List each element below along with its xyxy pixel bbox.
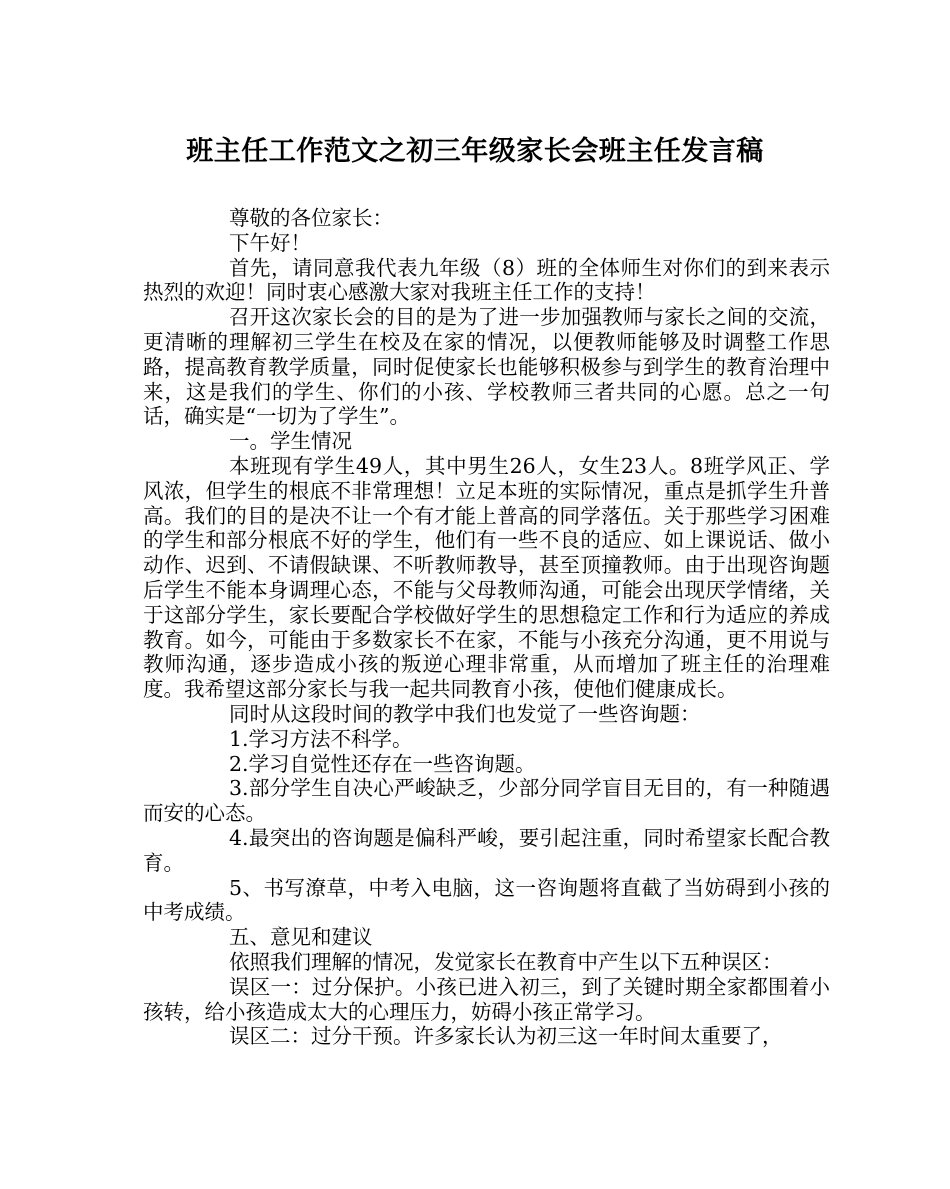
- paragraph-misconception-1: 误区一：过分保护。小孩已进入初三，到了关键时期全家都围着小孩转，给小孩造成太大的心理压力，妨碍小孩正常学习。: [143, 974, 830, 1024]
- section-heading-suggestions: 五、意见和建议: [229, 925, 373, 950]
- list-item-problem-4: 4.最突出的咨询题是偏科严峻，要引起注重，同时希望家长配合教育。: [143, 825, 830, 875]
- document-body: [143, 206, 830, 1049]
- list-item-problem-1: 1.学习方法不科学。: [229, 726, 413, 751]
- list-item-problem-5: 5、书写潦草，中考入电脑，这一咨询题将直截了当妨碍到小孩的中考成绩。: [143, 875, 830, 925]
- paragraph-class-overview: 本班现有学生49人，其中男生26人，女生23人。8班学风正、学风浓，但学生的根底不非常理想！立足本班的实际情况，重点是抓学生升普高。我们的目的是决不让一个有才能上普高的同学落伍。关于那些学习困难的学生和部分根底不好的学生，他们有一些不良的适应、如上课说话、做小动作、迟到、不请假缺课、不听教师教导，甚至顶撞教师。由于出现咨询题后学生不能本身调理心态，不能与父母教师沟通，可能会出现厌学情绪，关于这部分学生，家长要配合学校做好学生的思想稳定工作和行为适应的养成教育。如今，可能由于多数家长不在家，不能与小孩充分沟通，更不用说与教师沟通，逐步造成小孩的叛逆心理非常重，从而增加了班主任的治理难度。我希望这部分家长与我一起共同教育小孩，使他们健康成长。: [143, 453, 830, 702]
- paragraph-misconception-2: 误区二：过分干预。许多家长认为初三这一年时间太重要了，: [229, 1024, 783, 1049]
- paragraph-purpose: 召开这次家长会的目的是为了进一步加强教师与家长之间的交流，更清晰的理解初三学生在校及在家的情况，以便教师能够及时调整工作思路，提高教育教学质量，同时促使家长也能够积极参与到学生的教育治理中来，这是我们的学生、你们的小孩、学校教师三者共同的心愿。总之一句话，确实是“一切为了学生”。: [143, 305, 830, 429]
- paragraph-misconceptions-intro: 依照我们理解的情况，发觉家长在教育中产生以下五种误区：: [229, 949, 783, 974]
- list-item-problem-2: 2.学习自觉性还存在一些咨询题。: [229, 751, 536, 776]
- section-heading-student-situation: 一。学生情况: [229, 429, 352, 454]
- greeting: 下午好！: [229, 230, 311, 255]
- document-title: 班主任工作范文之初三年级家长会班主任发言稿: [186, 136, 764, 167]
- list-item-problem-3: 3.部分学生自决心严峻缺乏，少部分同学盲目无目的，有一种随遇而安的心态。: [143, 776, 830, 826]
- paragraph-welcome: 首先，请同意我代表九年级（8）班的全体师生对你们的到来表示热烈的欢迎！同时衷心感激大家对我班主任工作的支持！: [143, 255, 830, 305]
- paragraph-problems-intro: 同时从这段时间的教学中我们也发觉了一些咨询题：: [229, 701, 701, 726]
- salutation: 尊敬的各位家长：: [229, 206, 393, 230]
